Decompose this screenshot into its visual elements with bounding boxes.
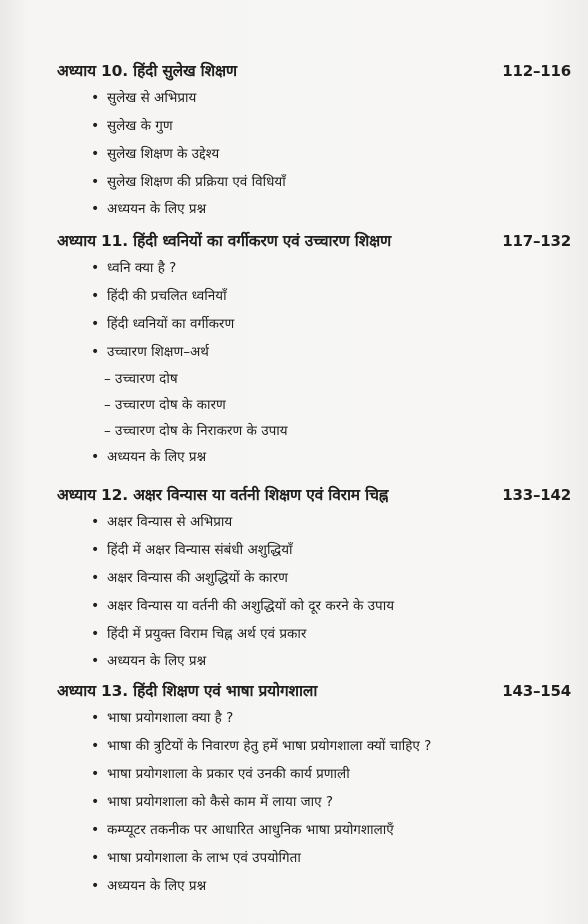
bullet-icon: • [91,344,100,360]
bullet-icon: • [91,653,100,669]
list-item [57,592,577,620]
list-item [57,564,577,592]
list-item [57,732,577,760]
chapter-title: अध्याय 12. अक्षर विन्यास या वर्तनी शिक्षण एवं विराम चिह्न [57,486,389,504]
list-item [57,844,577,872]
item-text: उच्चारण शिक्षण–अर्थ [107,344,209,360]
list-item [57,168,577,196]
bullet-icon: • [91,738,100,754]
item-text: भाषा प्रयोगशाला को कैसे काम में लाया जाए ? [107,794,334,810]
list-item [57,196,577,222]
list-item [57,254,577,282]
item-text: हिंदी की प्रचलित ध्वनियाँ [107,288,227,304]
chapter-heading [57,678,577,704]
bullet-icon: • [91,288,100,304]
list-item [57,760,577,788]
list-item [57,816,577,844]
item-text: अक्षर विन्यास या वर्तनी की अशुद्धियों को दूर करने के उपाय [107,598,395,614]
sub-item-text: – उच्चारण दोष के निराकरण के उपाय [104,423,288,439]
list-item [57,788,577,816]
bullet-icon: • [91,850,100,866]
chapter-title: अध्याय 13. हिंदी शिक्षण एवं भाषा प्रयोगशाला [57,682,318,700]
topic-list [57,704,577,900]
item-text: हिंदी में अक्षर विन्यास संबंधी अशुद्धियाँ [107,542,293,558]
list-item [57,648,577,674]
item-text: सुलेख से अभिप्राय [107,90,197,106]
item-text: हिंदी में प्रयुक्त विराम चिह्न अर्थ एवं प्रकार [107,626,307,642]
list-item [57,704,577,732]
sub-item [57,392,577,418]
chapter-10 [57,58,577,222]
topic-list [57,84,577,222]
list-item [57,444,577,470]
list-item [57,112,577,140]
list-item [57,310,577,338]
chapter-heading [57,58,577,84]
item-text: सुलेख शिक्षण के उद्देश्य [107,146,220,162]
list-item [57,338,577,366]
bullet-icon: • [91,118,100,134]
list-item [57,84,577,112]
bullet-icon: • [91,174,100,190]
chapter-11 [57,228,577,470]
item-text: अक्षर विन्यास से अभिप्राय [107,514,233,530]
chapter-heading [57,228,577,254]
chapter-title: अध्याय 10. हिंदी सुलेख शिक्षण [57,62,237,80]
sub-item [57,366,577,392]
bullet-icon: • [91,598,100,614]
item-text: सुलेख शिक्षण की प्रक्रिया एवं विधियाँ [107,174,286,190]
list-item [57,140,577,168]
bullet-icon: • [91,449,100,465]
topic-list [57,508,577,674]
item-text: अध्ययन के लिए प्रश्न [107,653,207,669]
item-text: अध्ययन के लिए प्रश्न [107,878,207,894]
item-text: हिंदी ध्वनियों का वर्गीकरण [107,316,235,332]
bullet-icon: • [91,570,100,586]
item-text: भाषा प्रयोगशाला क्या है ? [107,710,234,726]
sub-item [57,418,577,444]
chapter-page-range: 112–116 [502,62,571,80]
item-text: कम्प्यूटर तकनीक पर आधारित आधुनिक भाषा प्रयोगशालाएँ [107,822,394,838]
chapter-page-range: 143–154 [502,682,571,700]
item-text: भाषा प्रयोगशाला के प्रकार एवं उनकी कार्य प्रणाली [107,766,350,782]
chapter-page-range: 133–142 [502,486,571,504]
bullet-icon: • [91,316,100,332]
bullet-icon: • [91,146,100,162]
bullet-icon: • [91,260,100,276]
bullet-icon: • [91,201,100,217]
list-item [57,282,577,310]
list-item [57,508,577,536]
sub-item-text: – उच्चारण दोष के कारण [104,397,226,413]
bullet-icon: • [91,822,100,838]
bullet-icon: • [91,794,100,810]
chapter-title: अध्याय 11. हिंदी ध्वनियों का वर्गीकरण एवं उच्चारण शिक्षण [57,232,391,250]
bullet-icon: • [91,514,100,530]
list-item [57,620,577,648]
list-item [57,872,577,900]
chapter-13 [57,678,577,900]
topic-list [57,254,577,470]
item-text: ध्वनि क्या है ? [107,260,177,276]
bullet-icon: • [91,710,100,726]
bullet-icon: • [91,766,100,782]
item-text: भाषा की त्रुटियों के निवारण हेतु हमें भाषा प्रयोगशाला क्यों चाहिए ? [107,738,432,754]
item-text: भाषा प्रयोगशाला के लाभ एवं उपयोगिता [107,850,301,866]
item-text: अक्षर विन्यास की अशुद्धियों के कारण [107,570,288,586]
chapter-heading [57,482,577,508]
item-text: अध्ययन के लिए प्रश्न [107,449,207,465]
chapter-page-range: 117–132 [502,232,571,250]
item-text: अध्ययन के लिए प्रश्न [107,201,207,217]
item-text: सुलेख के गुण [107,118,173,134]
bullet-icon: • [91,90,100,106]
sub-item-text: – उच्चारण दोष [104,371,178,387]
chapter-12 [57,482,577,674]
bullet-icon: • [91,542,100,558]
bullet-icon: • [91,626,100,642]
list-item [57,536,577,564]
bullet-icon: • [91,878,100,894]
